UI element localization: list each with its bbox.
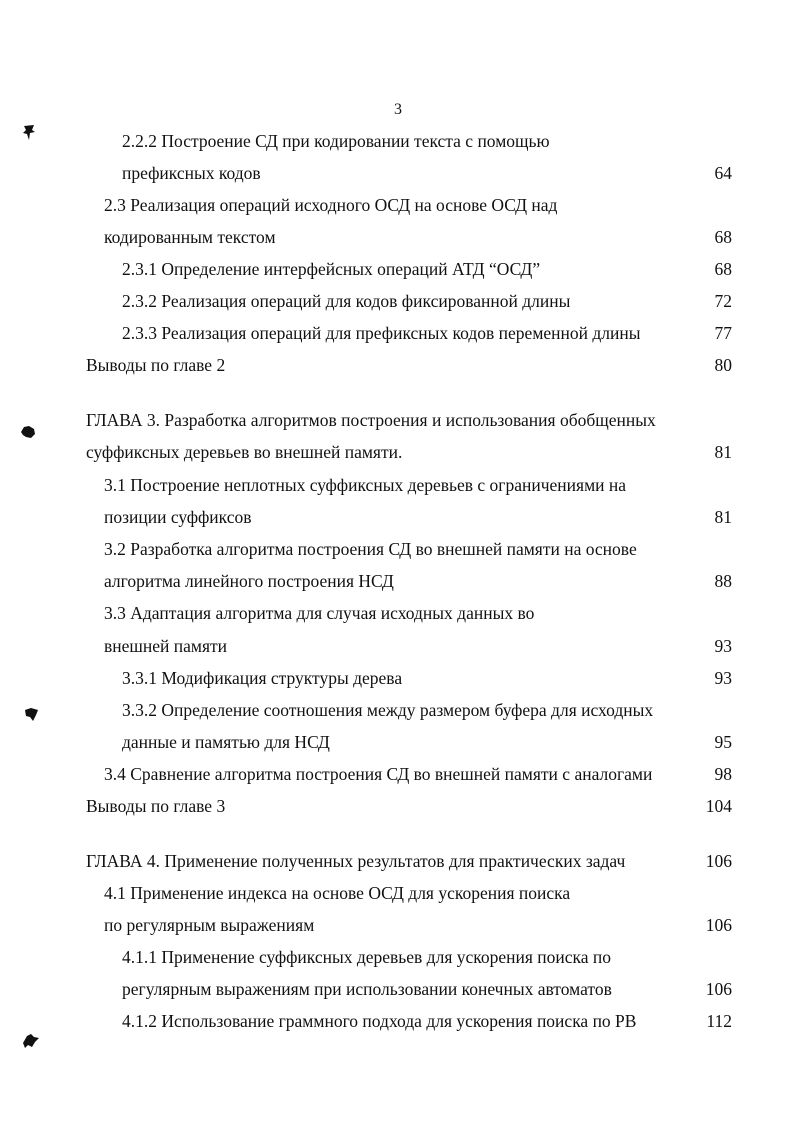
toc-line: внешней памяти — [104, 636, 228, 656]
toc-line: данные и памятью для НСД — [122, 732, 330, 752]
scan-mark — [22, 1033, 36, 1047]
toc-line: 2.3.3 Реализация операций для префиксных кодов переменной длины — [122, 323, 641, 343]
toc-page-number: 106 — [705, 979, 732, 999]
toc-page-number: 72 — [714, 291, 732, 311]
toc-page-number: 104 — [705, 796, 732, 816]
toc-page-number: 98 — [714, 764, 732, 784]
toc-line: 3.2 Разработка алгоритма построения СД во внешней памяти на основе — [104, 539, 637, 559]
toc-line: 3.3.1 Модификация структуры дерева — [122, 668, 403, 688]
toc-page-number: 112 — [706, 1011, 732, 1031]
scan-mark — [24, 707, 38, 721]
toc-line: 2.3.1 Определение интерфейсных операций АТД “ОСД” — [122, 259, 541, 279]
toc-page-number: 95 — [714, 732, 732, 752]
toc-page-number: 106 — [705, 851, 732, 871]
toc-line: кодированным текстом — [104, 227, 276, 247]
toc-line: 2.3.2 Реализация операций для кодов фиксированной длины — [122, 291, 571, 311]
toc-line: 3.3.2 Определение соотношения между размером буфера для исходных — [122, 700, 654, 720]
scan-mark — [22, 124, 36, 138]
toc-page-number: 64 — [714, 163, 732, 183]
toc-page-number: 68 — [714, 227, 732, 247]
toc-page-number: 68 — [714, 259, 732, 279]
page-number: 3 — [394, 101, 402, 118]
toc-page-number: 93 — [714, 636, 732, 656]
toc-line: 4.1.2 Использование граммного подхода для ускорения поиска по РВ — [122, 1011, 637, 1031]
toc-line: по регулярным выражениям — [104, 915, 315, 935]
toc-line: регулярным выражениям при использовании конечных автоматов — [122, 979, 612, 999]
toc-page-number: 80 — [714, 355, 732, 375]
toc-line: 4.1 Применение индекса на основе ОСД для ускорения поиска — [104, 883, 571, 903]
toc-line: 4.1.1 Применение суффиксных деревьев для ускорения поиска по — [122, 947, 612, 967]
toc-chapter-heading: ГЛАВА 3. Разработка алгоритмов построения и использования обобщенных — [86, 410, 656, 430]
toc-page-number: 88 — [714, 571, 732, 591]
toc-line: суффиксных деревьев во внешней памяти. — [86, 442, 403, 462]
toc-line: префиксных кодов — [122, 163, 261, 183]
toc-page-number: 106 — [705, 915, 732, 935]
toc-line: 2.2.2 Построение СД при кодировании текста с помощью — [122, 131, 550, 151]
toc-page-number: 81 — [714, 507, 732, 527]
toc-line: алгоритма линейного построения НСД — [104, 571, 394, 591]
toc-line: Выводы по главе 3 — [86, 796, 226, 816]
toc-page-number: 81 — [714, 442, 732, 462]
toc-chapter-heading: ГЛАВА 4. Применение полученных результатов для практических задач — [86, 851, 626, 871]
toc-line: 3.1 Построение неплотных суффиксных деревьев с ограничениями на — [104, 475, 627, 495]
toc-page-number: 77 — [714, 323, 732, 343]
toc-line: 3.3 Адаптация алгоритма для случая исходных данных во — [104, 603, 535, 623]
toc-page-number: 93 — [714, 668, 732, 688]
toc-line: 2.3 Реализация операций исходного ОСД на основе ОСД над — [104, 195, 558, 215]
scan-mark — [20, 425, 34, 439]
toc-line: 3.4 Сравнение алгоритма построения СД во внешней памяти с аналогами — [104, 764, 653, 784]
toc-line: позиции суффиксов — [104, 507, 252, 527]
toc-line: Выводы по главе 2 — [86, 355, 226, 375]
